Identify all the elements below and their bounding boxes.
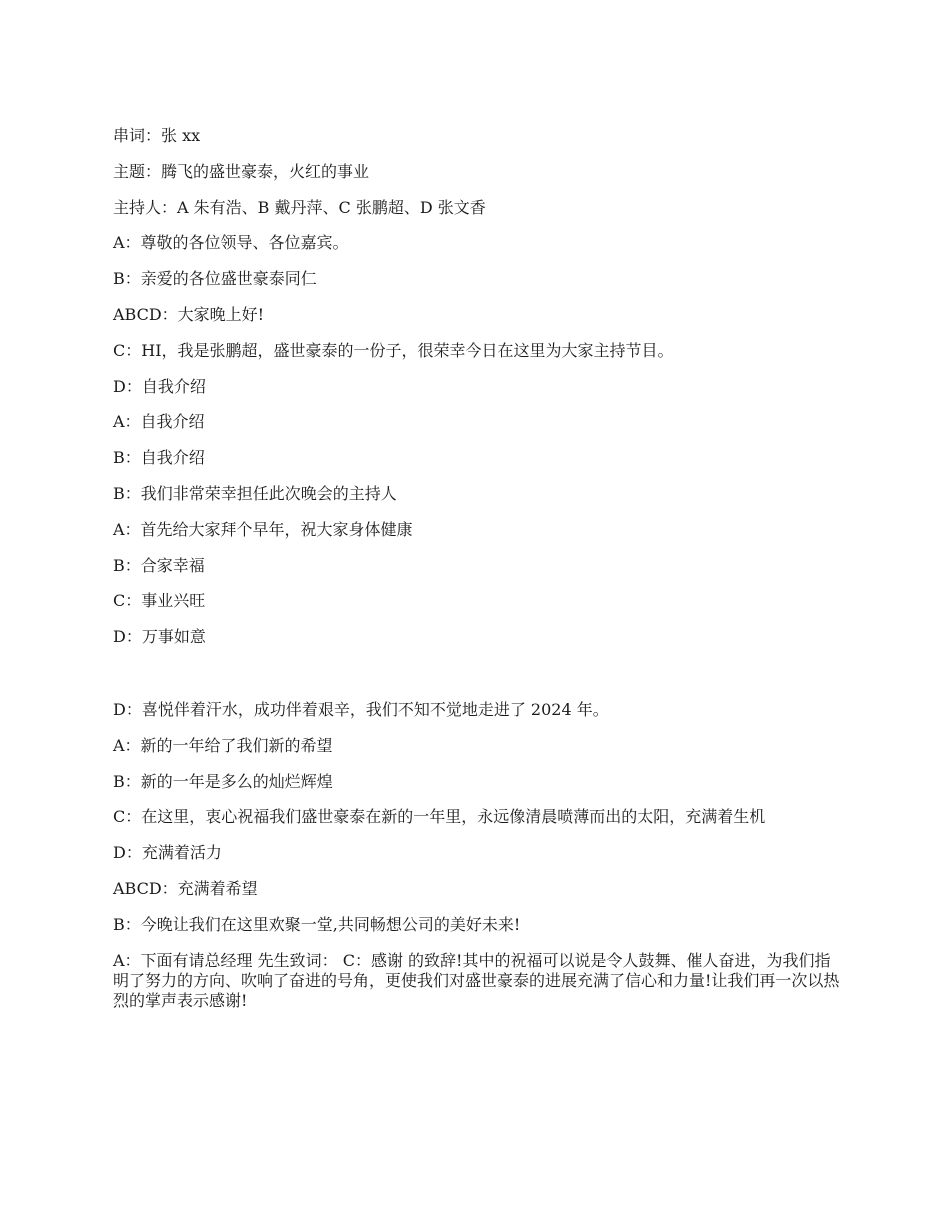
script-line: D：充满着活力 — [113, 843, 222, 863]
script-line: B：自我介绍 — [113, 448, 205, 468]
script-line: A：新的一年给了我们新的希望 — [113, 735, 333, 755]
script-line: A：尊敬的各位领导、各位嘉宾。 — [113, 233, 349, 253]
script-line: C：HI，我是张鹏超，盛世豪泰的一份子，很荣幸今日在这里为大家主持节目。 — [113, 340, 674, 360]
script-line-hosts: 主持人：A 朱有浩、B 戴丹萍、C 张鹏超、D 张文香 — [113, 197, 486, 217]
script-line: B：新的一年是多么的灿烂辉煌 — [113, 771, 333, 791]
section-gap — [113, 663, 840, 700]
script-line: B：今晚让我们在这里欢聚一堂,共同畅想公司的美好未来! — [113, 914, 521, 934]
script-line: B：合家幸福 — [113, 555, 205, 575]
document-body — [113, 126, 840, 1026]
script-line-theme: 主题：腾飞的盛世豪泰，火红的事业 — [113, 161, 370, 181]
script-line: D：喜悦伴着汗水，成功伴着艰辛，我们不知不觉地走进了 2024 年。 — [113, 699, 609, 719]
script-line-author: 串词：张 xx — [113, 126, 201, 145]
script-line: C：在这里，衷心祝福我们盛世豪泰在新的一年里，永远像清晨喷薄而出的太阳，充满着生机 — [113, 807, 766, 827]
script-line: C：事业兴旺 — [113, 591, 206, 611]
script-line: B：我们非常荣幸担任此次晚会的主持人 — [113, 483, 397, 503]
script-line: D：自我介绍 — [113, 376, 206, 396]
script-line: A：自我介绍 — [113, 412, 205, 432]
script-line: B：亲爱的各位盛世豪泰同仁 — [113, 269, 317, 289]
script-line: A：下面有请总经理 先生致词： C：感谢 的致辞!其中的祝福可以说是令人鼓舞、催人奋进，为我们指明了努力的方向、吹响了奋进的号角，更使我们对盛世豪泰的进展充满了信心和力量!让我们再一次以热烈的掌声表示感谢! — [113, 950, 840, 1010]
script-line: A：首先给大家拜个早年，祝大家身体健康 — [113, 519, 413, 539]
script-line: D：万事如意 — [113, 627, 206, 647]
script-line: ABCD：大家晚上好! — [113, 304, 265, 324]
script-line: ABCD：充满着希望 — [113, 878, 258, 898]
